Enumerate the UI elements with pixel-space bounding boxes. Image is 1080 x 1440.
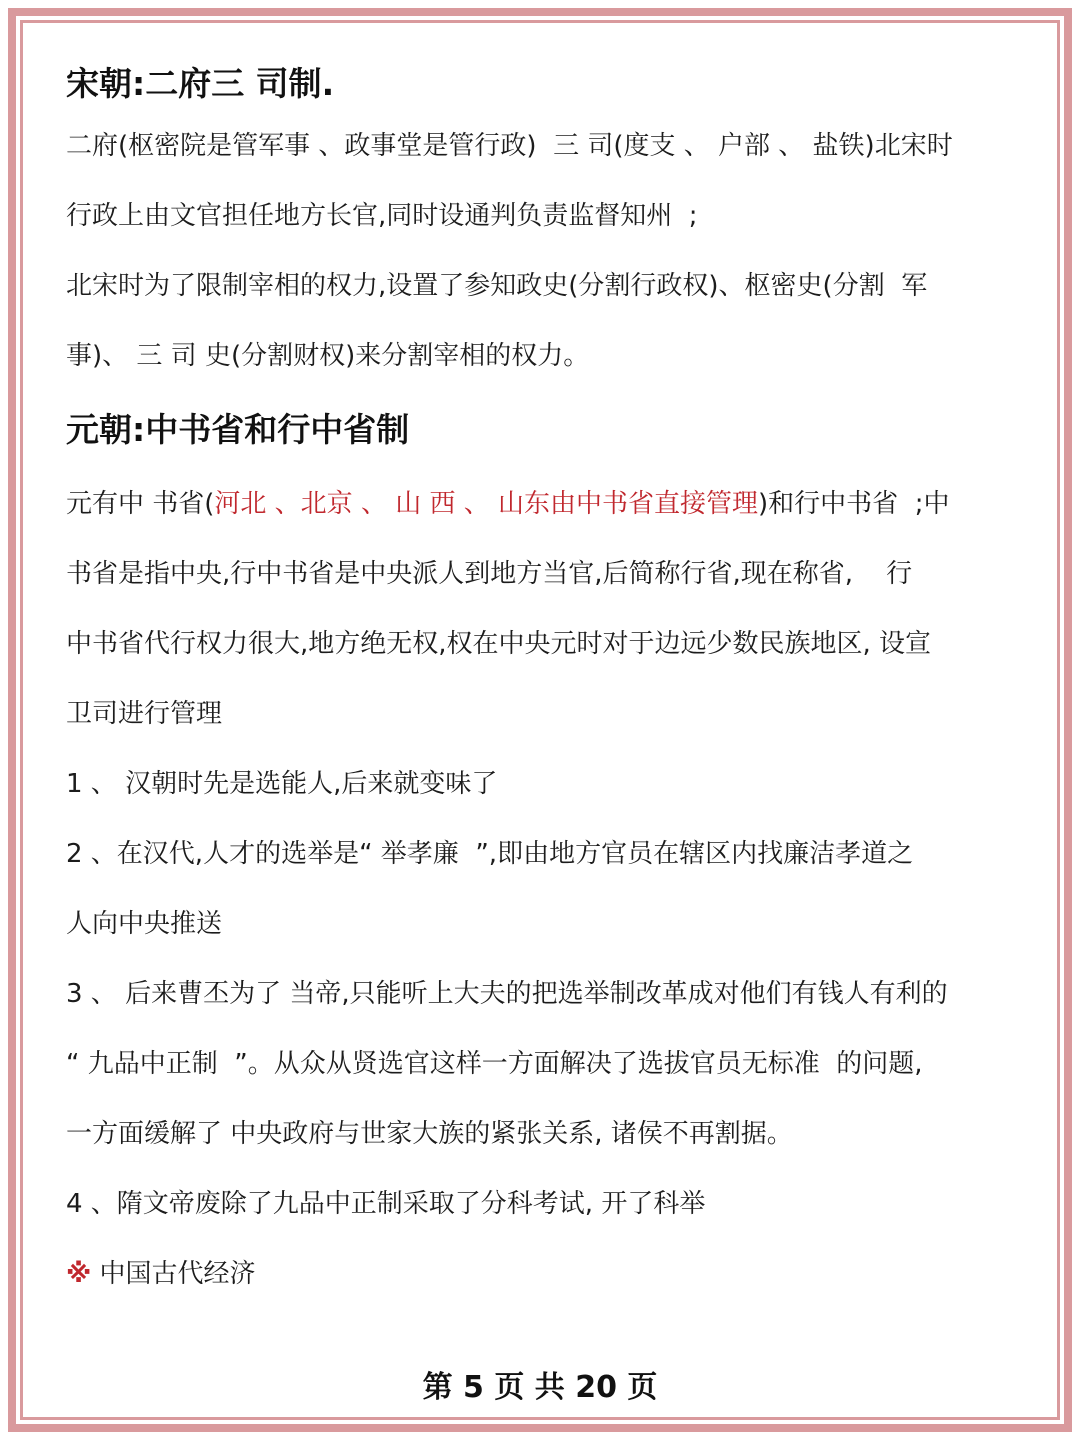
reference-mark-icon: ※ [66, 1259, 92, 1289]
list-item-3: 3 、 后来曹丕为了 当帝,只能听上大夫的把选举制改革成对他们有钱人有利的 [66, 979, 948, 1009]
section-title-economy [66, 1254, 1026, 1294]
page-content [66, 58, 1026, 1294]
yuan-line-1-suffix: )和行中书省 ;中 [758, 489, 950, 519]
list-item-4: 4 、隋文帝废除了九品中正制采取了分科考试, 开了科举 [66, 1189, 706, 1219]
yuan-line-3: 中书省代行权力很大,地方绝无权,权在中央元时对于边远少数民族地区, 设宣 [66, 629, 932, 659]
list-item-2: 2 、在汉代,人才的选举是“ 举孝廉 ”,即由地方官员在辖区内找廉洁孝道之 [66, 839, 914, 869]
yuan-highlight-text: 河北 、北京 、 山 西 、 山东由中书省直接管理 [214, 489, 759, 519]
yuan-line-1-prefix: 元有中 书省( [66, 489, 215, 519]
list-item-2-cont: 人向中央推送 [66, 909, 223, 939]
song-line-4: 事)、 三 司 史(分割财权)来分割宰相的权力。 [66, 341, 590, 371]
section-title-text: 中国古代经济 [99, 1259, 256, 1289]
yuan-line-4: 卫司进行管理 [66, 699, 223, 729]
song-heading: 宋朝:二府三 司制. [66, 64, 335, 103]
yuan-heading: 元朝:中书省和行中省制 [66, 410, 410, 449]
list-item-3-cont-2: 一方面缓解了 中央政府与世家大族的紧张关系, 诸侯不再割据。 [66, 1119, 793, 1149]
song-line-2: 行政上由文官担任地方长官,同时设通判负责监督知州 ; [66, 201, 698, 231]
list-item-3-cont: “ 九品中正制 ”。从众从贤选官这样一方面解决了选拔官员无标准 的问题, [66, 1049, 923, 1079]
page-number: 第 5 页 共 20 页 [422, 1370, 658, 1405]
list-item-1: 1 、 汉朝时先是选能人,后来就变味了 [66, 769, 498, 799]
yuan-line-2: 书省是指中央,行中书省是中央派人到地方当官,后简称行省,现在称省, 行 [66, 559, 913, 589]
song-line-1: 二府(枢密院是管军事 、政事堂是管行政) 三 司(度支 、 户部 、 盐铁)北宋时 [66, 131, 953, 161]
yuan-line-1 [66, 484, 1026, 524]
song-line-3: 北宋时为了限制宰相的权力,设置了参知政史(分割行政权)、枢密史(分割 军 [66, 271, 928, 301]
